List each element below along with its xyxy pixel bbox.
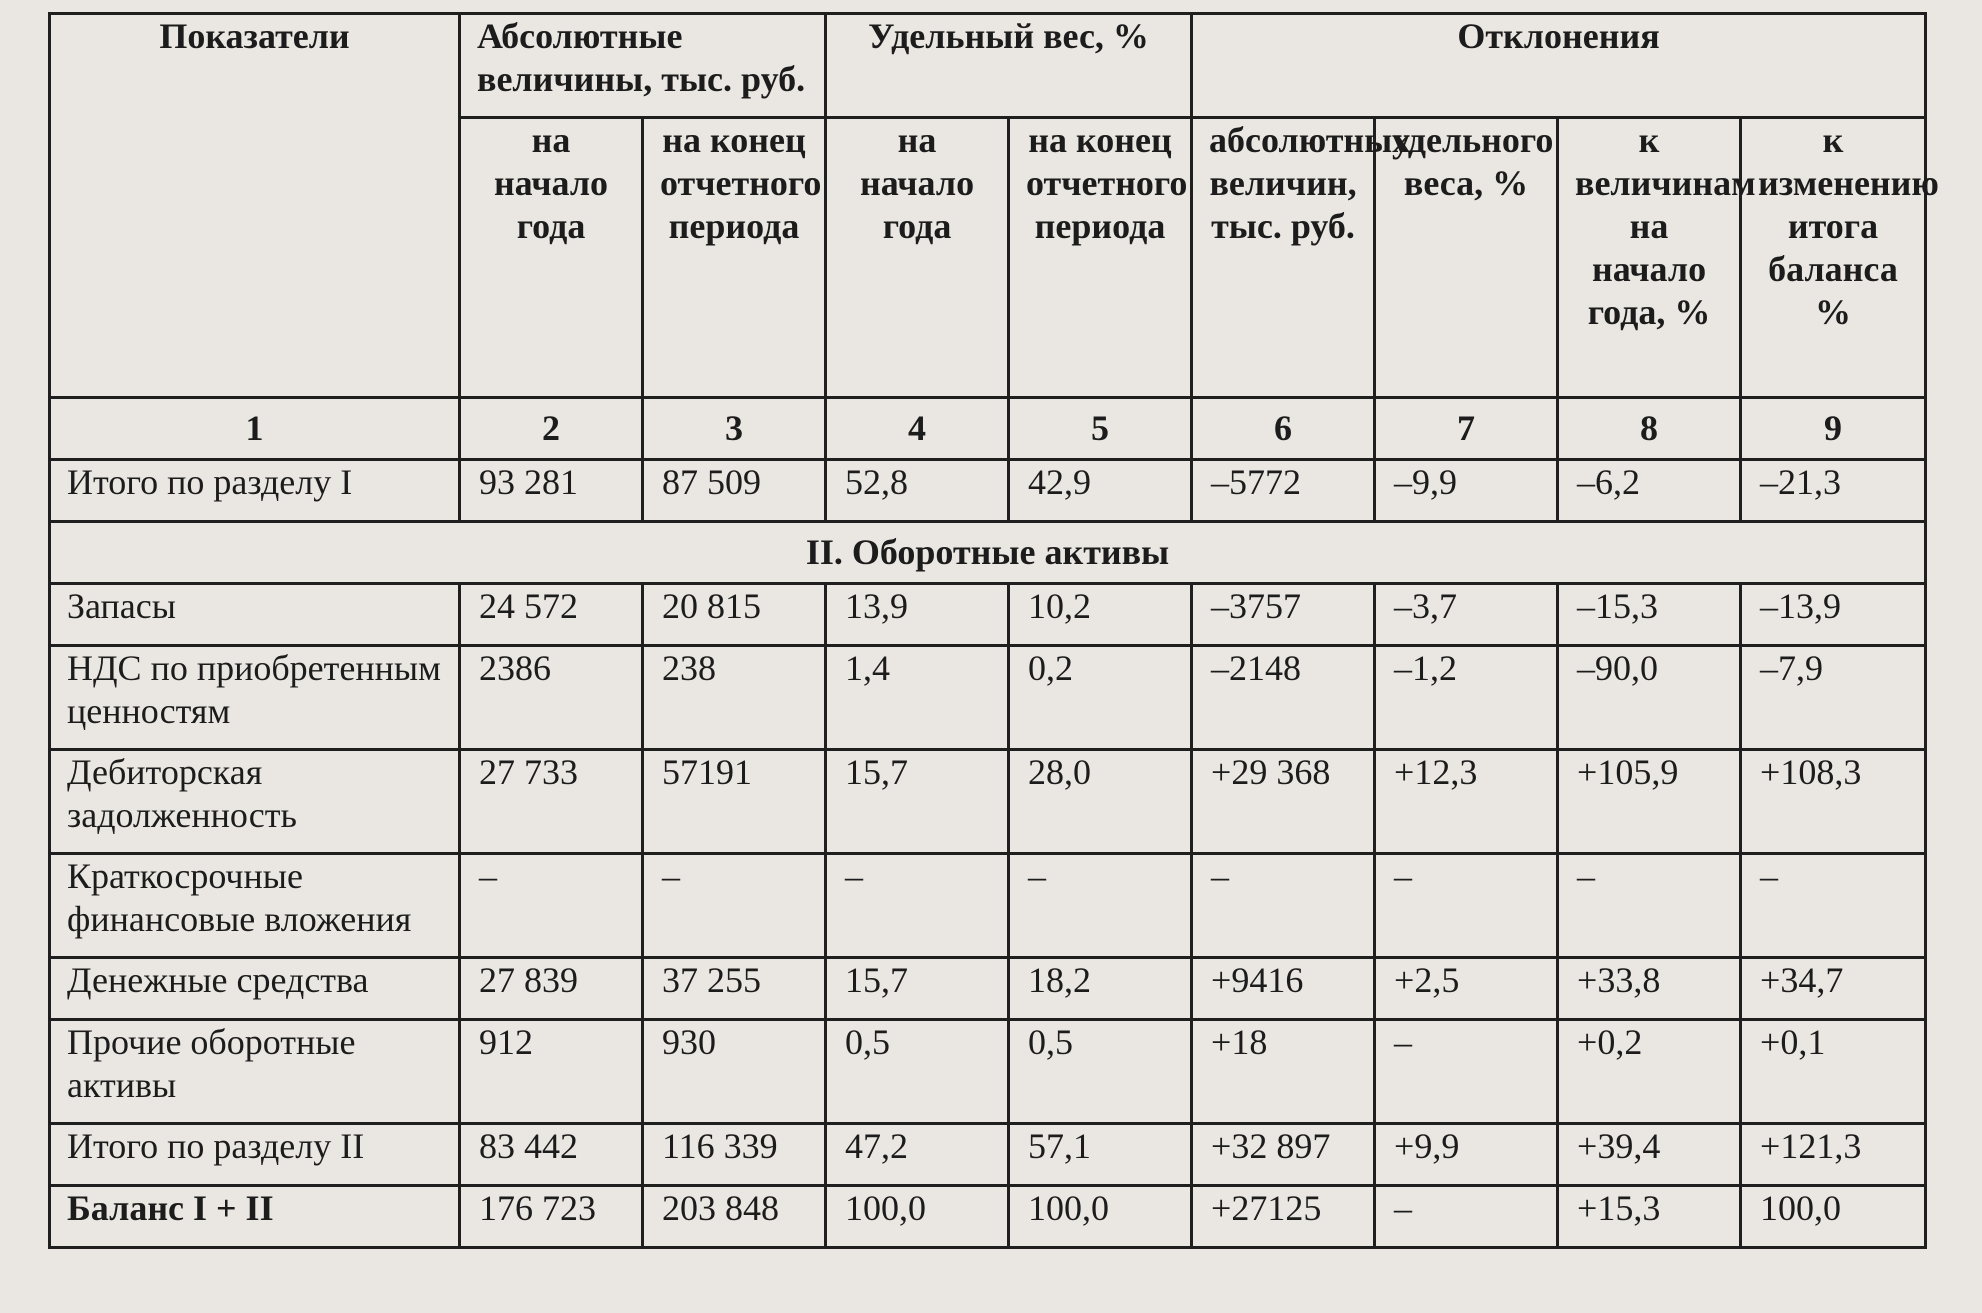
cell-value: 100,0 <box>826 1186 1009 1248</box>
cell-value: +108,3 <box>1741 750 1926 854</box>
cell-value: 0,2 <box>1009 646 1192 750</box>
cell-value: –3,7 <box>1375 584 1558 646</box>
cell-value: 0,5 <box>826 1020 1009 1124</box>
cell-value: –13,9 <box>1741 584 1926 646</box>
row-label: Баланс I + II <box>50 1186 460 1248</box>
header-sub-abs-end: на конец отчетного периода <box>643 118 826 398</box>
table-row <box>50 750 1926 854</box>
col-number: 2 <box>460 398 643 460</box>
cell-value: –9,9 <box>1375 460 1558 522</box>
cell-value: – <box>1375 1186 1558 1248</box>
row-label: Дебиторская задолженность <box>50 750 460 854</box>
cell-value: +0,2 <box>1558 1020 1741 1124</box>
col-number: 5 <box>1009 398 1192 460</box>
cell-value: 238 <box>643 646 826 750</box>
cell-value: +9416 <box>1192 958 1375 1020</box>
cell-value: +39,4 <box>1558 1124 1741 1186</box>
cell-value: 100,0 <box>1741 1186 1926 1248</box>
cell-value: 47,2 <box>826 1124 1009 1186</box>
cell-value: – <box>1375 1020 1558 1124</box>
cell-value: – <box>1558 854 1741 958</box>
header-sub-share-start: на начало года <box>826 118 1009 398</box>
cell-value: +0,1 <box>1741 1020 1926 1124</box>
col-number: 8 <box>1558 398 1741 460</box>
col-number: 7 <box>1375 398 1558 460</box>
cell-value: –15,3 <box>1558 584 1741 646</box>
header-sub-dev-start: к величинам на начало года, % <box>1558 118 1741 398</box>
col-number: 3 <box>643 398 826 460</box>
cell-value: –2148 <box>1192 646 1375 750</box>
cell-value: +15,3 <box>1558 1186 1741 1248</box>
cell-value: – <box>1375 854 1558 958</box>
cell-value: 20 815 <box>643 584 826 646</box>
header-share: Удельный вес, % <box>826 14 1192 118</box>
cell-value: 100,0 <box>1009 1186 1192 1248</box>
table-header <box>50 14 1939 460</box>
row-label: НДС по приобретенным ценностям <box>50 646 460 750</box>
col-number: 4 <box>826 398 1009 460</box>
cell-value: –7,9 <box>1741 646 1926 750</box>
cell-value: – <box>460 854 643 958</box>
column-number-row <box>50 398 1926 460</box>
table-row <box>50 958 1926 1020</box>
cell-value: +121,3 <box>1741 1124 1926 1186</box>
row-label: Денежные средства <box>50 958 460 1020</box>
cell-value: +2,5 <box>1375 958 1558 1020</box>
col-number: 1 <box>50 398 460 460</box>
row-label: Запасы <box>50 584 460 646</box>
cell-value: +29 368 <box>1192 750 1375 854</box>
table-row <box>50 646 1926 750</box>
header-sub-abs-start: на начало года <box>460 118 643 398</box>
table-body <box>50 460 1926 1248</box>
cell-value: 15,7 <box>826 958 1009 1020</box>
cell-value: +105,9 <box>1558 750 1741 854</box>
header-indicators: Показатели <box>50 14 460 398</box>
cell-value: 83 442 <box>460 1124 643 1186</box>
section-row <box>50 522 1926 584</box>
cell-value: +32 897 <box>1192 1124 1375 1186</box>
cell-value: 203 848 <box>643 1186 826 1248</box>
cell-value: 18,2 <box>1009 958 1192 1020</box>
cell-value: 116 339 <box>643 1124 826 1186</box>
cell-value: 28,0 <box>1009 750 1192 854</box>
table-row <box>50 1124 1926 1186</box>
header-sub-dev-abs: абсолютных величин, тыс. руб. <box>1192 118 1375 398</box>
cell-value: 2386 <box>460 646 643 750</box>
table-row <box>50 584 1926 646</box>
header-absolute-values: Абсолютные величины, тыс. руб. <box>460 14 826 118</box>
cell-value: –5772 <box>1192 460 1375 522</box>
cell-value: +34,7 <box>1741 958 1926 1020</box>
table-row <box>50 1020 1926 1124</box>
cell-value: 57,1 <box>1009 1124 1192 1186</box>
cell-value: 912 <box>460 1020 643 1124</box>
cell-value: 1,4 <box>826 646 1009 750</box>
cell-value: –1,2 <box>1375 646 1558 750</box>
section-title: II. Оборотные активы <box>50 522 1926 584</box>
cell-value: 42,9 <box>1009 460 1192 522</box>
cell-value: –90,0 <box>1558 646 1741 750</box>
cell-value: –6,2 <box>1558 460 1741 522</box>
table-row <box>50 460 1926 522</box>
cell-value: 27 733 <box>460 750 643 854</box>
cell-value: 0,5 <box>1009 1020 1192 1124</box>
cell-value: 37 255 <box>643 958 826 1020</box>
cell-value: 27 839 <box>460 958 643 1020</box>
row-label: Итого по разделу I <box>50 460 460 522</box>
cell-value: – <box>1009 854 1192 958</box>
table-row-total <box>50 1186 1926 1248</box>
col-number: 9 <box>1741 398 1926 460</box>
cell-value: 10,2 <box>1009 584 1192 646</box>
row-label: Прочие оборотные активы <box>50 1020 460 1124</box>
balance-analysis-table <box>48 12 1939 1249</box>
cell-value: – <box>643 854 826 958</box>
cell-value: +12,3 <box>1375 750 1558 854</box>
col-number: 6 <box>1192 398 1375 460</box>
cell-value: 930 <box>643 1020 826 1124</box>
cell-value: – <box>826 854 1009 958</box>
cell-value: 52,8 <box>826 460 1009 522</box>
header-sub-dev-total: к изменению итога баланса % <box>1741 118 1926 398</box>
cell-value: – <box>1741 854 1926 958</box>
cell-value: +9,9 <box>1375 1124 1558 1186</box>
row-label: Краткосрочные финансовые вложения <box>50 854 460 958</box>
cell-value: – <box>1192 854 1375 958</box>
cell-value: 176 723 <box>460 1186 643 1248</box>
cell-value: 15,7 <box>826 750 1009 854</box>
cell-value: 93 281 <box>460 460 643 522</box>
cell-value: 87 509 <box>643 460 826 522</box>
cell-value: +27125 <box>1192 1186 1375 1248</box>
header-deviations: Отклонения <box>1192 14 1926 118</box>
cell-value: –3757 <box>1192 584 1375 646</box>
row-label: Итого по разделу II <box>50 1124 460 1186</box>
header-sub-share-end: на конец отчетного периода <box>1009 118 1192 398</box>
cell-value: 13,9 <box>826 584 1009 646</box>
table-row <box>50 854 1926 958</box>
header-sub-dev-share: удельного веса, % <box>1375 118 1558 398</box>
cell-value: +33,8 <box>1558 958 1741 1020</box>
cell-value: +18 <box>1192 1020 1375 1124</box>
cell-value: 57191 <box>643 750 826 854</box>
cell-value: –21,3 <box>1741 460 1926 522</box>
cell-value: 24 572 <box>460 584 643 646</box>
